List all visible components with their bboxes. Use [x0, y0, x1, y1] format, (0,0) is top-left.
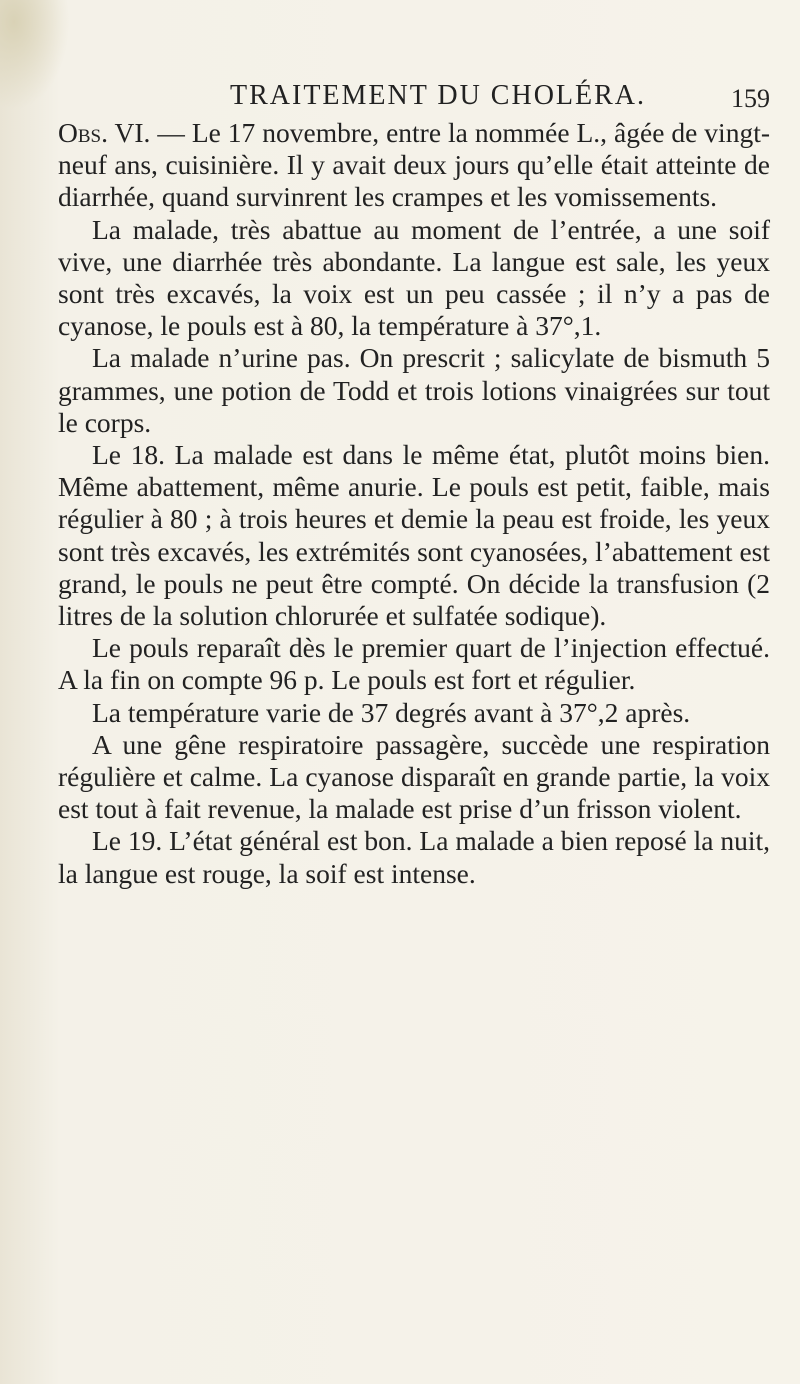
- page-number: 159: [731, 84, 770, 113]
- observation-label: Obs. VI.: [58, 117, 151, 148]
- paper-stain: [0, 0, 70, 110]
- running-title: TRAITEMENT DU CHOLÉRA.: [230, 80, 647, 111]
- paragraph: La malade, très abattue au moment de l’entrée, a une soif vive, une diarrhée très abondante. La langue est sale, les yeux sont très excavés, la voix est un peu cassée ; il n’y a pas de cyanose, le pouls est à 80, la température à 37°,1.: [58, 213, 770, 342]
- paragraph: A une gêne respiratoire passagère, succède une respiration régulière et calme. La cyanose disparaît en grande partie, la voix est tout à fait revenue, la malade est prise d’un frisson violent.: [58, 728, 770, 825]
- paragraph-observation: [58, 117, 770, 214]
- paragraph: Le 19. L’état général est bon. La malade a bien reposé la nuit, la langue est rouge, la soif est intense.: [58, 825, 770, 889]
- observation-text: — Le 17 novembre, entre la nommée L., âgée de vingt-neuf ans, cuisinière. Il y avait deux jours qu’elle était atteinte de diarrhée, quand survinrent les crampes et les vomissements.: [58, 117, 770, 213]
- paragraph: La malade n’urine pas. On prescrit ; salicylate de bismuth 5 grammes, une potion de Todd et trois lotions vinaigrées sur tout le corps.: [58, 342, 770, 438]
- paragraph: Le pouls reparaît dès le premier quart de l’injection effectué. A la fin on compte 96 p. Le pouls est fort et régulier.: [58, 632, 770, 696]
- body-text: [58, 117, 770, 890]
- page-header: [150, 74, 770, 114]
- paragraph: La température varie de 37 degrés avant à 37°,2 après.: [92, 696, 691, 728]
- paragraph: Le 18. La malade est dans le même état, plutôt moins bien. Même abattement, même anurie. Le pouls est petit, faible, mais régulier à 80 ; à trois heures et demie la peau est froide, les yeux sont très excavés, les extrémités sont cyanosées, l’abattement est grand, le pouls ne peut être compté. On décide la transfusion (2 litres de la solution chlorurée et sulfatée sodique).: [58, 439, 770, 632]
